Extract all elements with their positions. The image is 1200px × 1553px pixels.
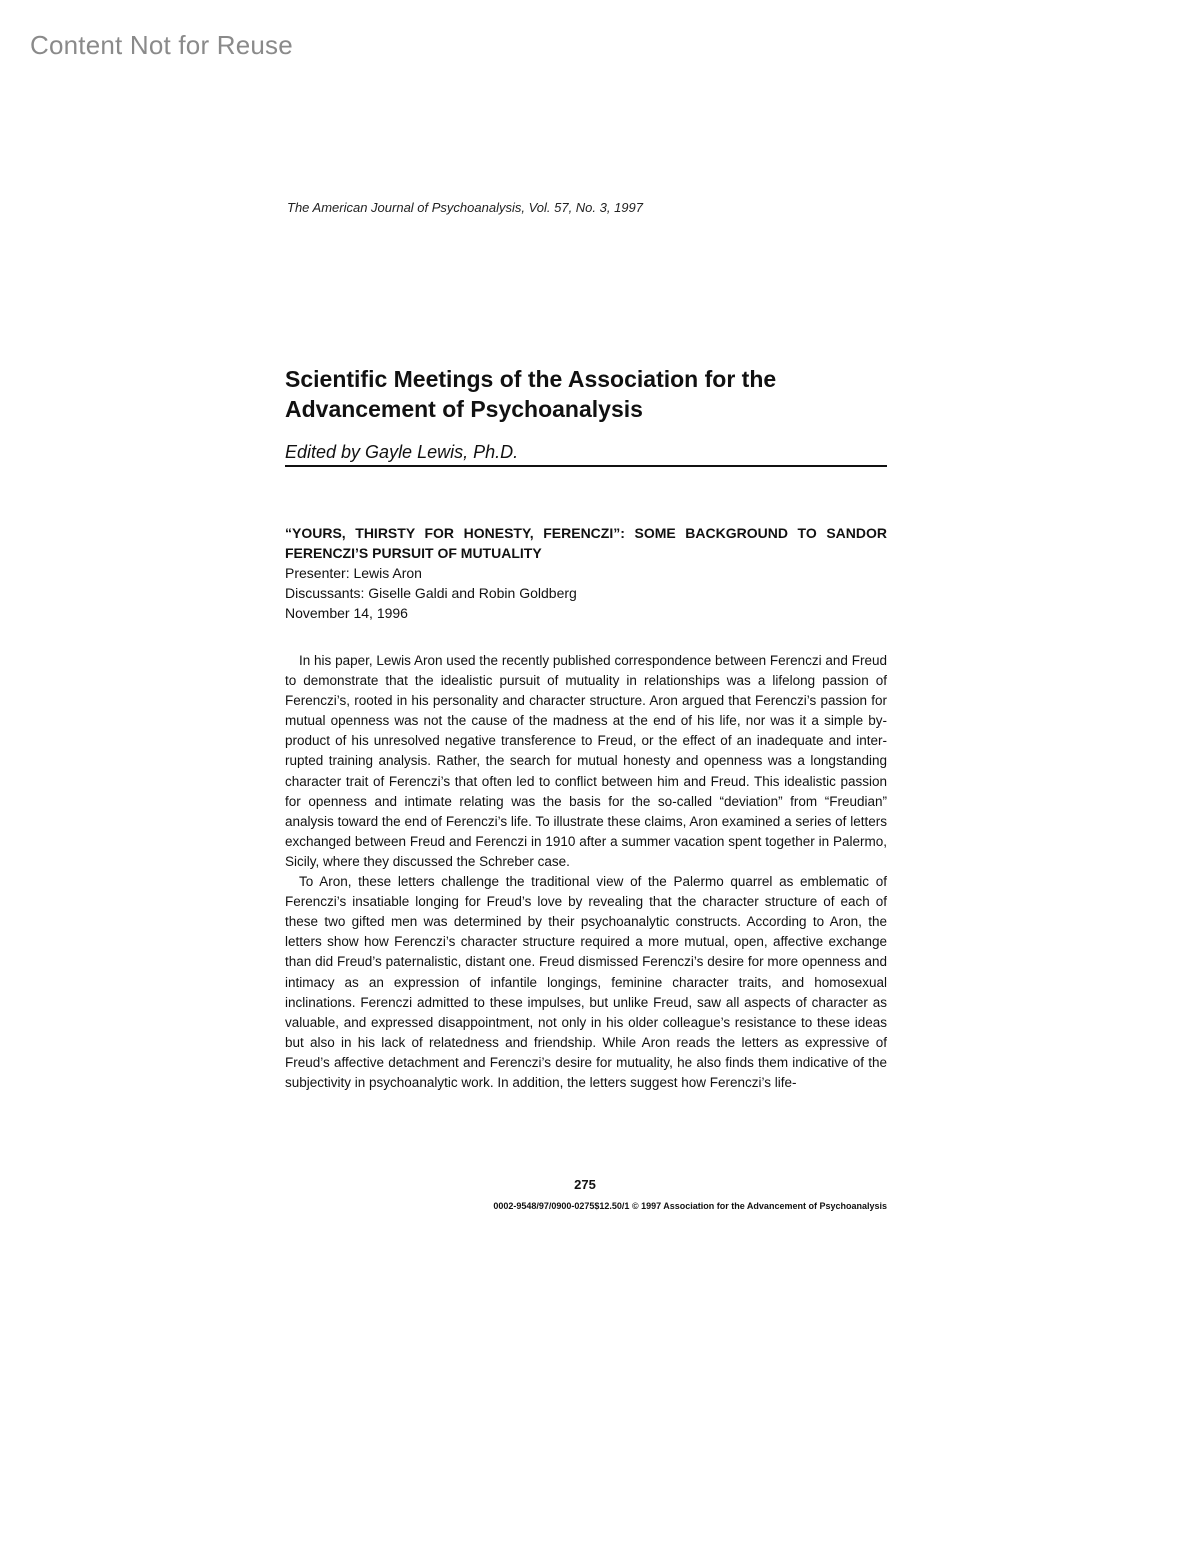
page-number: 275: [574, 1177, 596, 1192]
section-title: [285, 364, 885, 424]
copyright-line: 0002-9548/97/0900-0275$12.50/1 © 1997 Association for the Advancement of Psychoanalysis: [493, 1201, 887, 1211]
journal-citation: The American Journal of Psychoanalysis, Vol. 57, No. 3, 1997: [287, 200, 644, 215]
section-title-line-1: Scientific Meetings of the Association for the: [285, 366, 777, 392]
article-meta: [285, 563, 887, 623]
section-title-line-2: Advancement of Psychoanalysis: [285, 396, 643, 422]
body-paragraph-1: In his paper, Lewis Aron used the recently published correspondence between Ferenczi and Freud to demonstrate that the idealistic pursuit of mutuality in relationships was a lifelong passion of Ferenczi’s, rooted in his personality and character structure. Aron argued that Ferenczi’s passion for mutual openness was not the cause of the madness at the end of his life, nor was it a simple by-product of his unresolved negative transference to Freud, or the effect of an inadequate and interrupted training analysis. Rather, the search for mutual honesty and openness was a longstanding character trait of Ferenczi’s that often led to conflict between him and Freud. This idealistic passion for openness and intimate relating was the basis for the so-called “deviation” from “Freudian” analysis toward the end of Ferenczi’s life. To illustrate these claims, Aron examined a series of letters exchanged between Freud and Ferenczi in 1910 after a summer vacation spent together in Palermo, Sicily, where they discussed the Schreber case.: [285, 653, 887, 869]
body-paragraph-2: To Aron, these letters challenge the traditional view of the Palermo quarrel as emblematic of Ferenczi’s insatiable longing for Freud’s love by revealing that the character structure of each of these two gifted men was determined by their psychoanalytic constructs. According to Aron, the letters show how Ferenczi’s character structure required a more mutual, open, affective exchange than did Freud’s paternalistic, distant one. Freud dismissed Ferenczi’s desire for more openness and intimacy as an expression of infantile longings, feminine character traits, and homosexual inclinations. Ferenczi admitted to these impulses, but unlike Freud, saw all aspects of character as valuable, and expressed disappointment, not only in his older colleague’s resistance to these ideas but also in his lack of relatedness and friendship. While Aron reads the letters as expressive of Freud’s affective detachment and Ferenczi’s desire for mutuality, he also finds them indicative of the subjectivity in psychoanalytic work. In addition, the letters suggest how Ferenczi’s life-: [285, 874, 887, 1090]
article-body: [285, 651, 887, 1093]
discussants-line: Discussants: Giselle Galdi and Robin Goldberg: [285, 585, 577, 601]
presenter-line: Presenter: Lewis Aron: [285, 565, 422, 581]
meeting-date: November 14, 1996: [285, 605, 408, 621]
watermark-text: Content Not for Reuse: [30, 30, 293, 60]
editor-byline: Edited by Gayle Lewis, Ph.D.: [285, 439, 887, 467]
article-heading: “YOURS, THIRSTY FOR HONESTY, FERENCZI”: SOME BACKGROUND TO SANDOR FERENCZI’S PURSUIT OF MUTUALITY: [285, 525, 887, 561]
